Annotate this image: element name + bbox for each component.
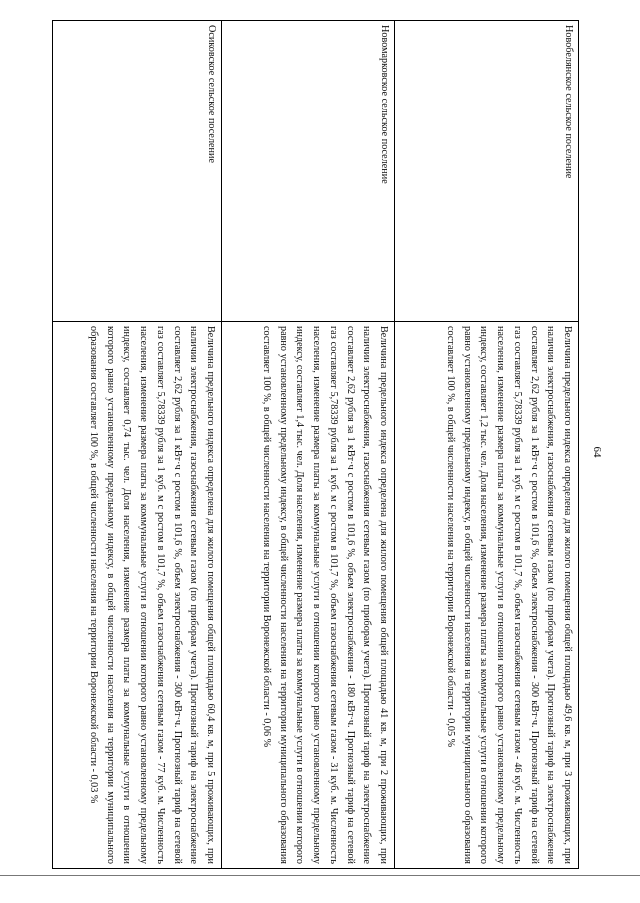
- settlement-name-cell: Новомарковское сельское поселение: [222, 21, 395, 322]
- rotated-table-container: [53, 20, 579, 869]
- settlement-name-cell: Новобелянское сельское поселение: [395, 21, 579, 322]
- table-row: [53, 21, 222, 869]
- table-row: [222, 21, 395, 869]
- index-description-cell: Величина предельного индекса определена для жилого помещения общей площадью 60,4 кв. м, при 5 проживающих, при наличии электроснабжения, газоснабжения сетевым газом (по приборам учета). Прогнозный тариф на электроснабжение составляет 2,62 рубля за 1 кВт·ч с ростом в 101,6 %, объем электроснабжения - 300 кВт·ч. Прогнозный тариф на сетевой газ составляет 5,78339 рубля за 1 куб. м с ростом в 101,7 %, объем газоснабжения сетевым газом - 77 куб. м. Численность населения, изменение размера платы за коммунальные услуги в отношении которого равно установленному предельному индексу, составляет 0,74 тыс. чел. Доля населения, изменение размера платы за коммунальные услуги в отношении которого равно установленному предельному индексу, в общей численности населения на территории муниципального образования составляет 100 %, в общей численности населения на территории Воронежской области - 0,03 %: [53, 322, 222, 869]
- index-description-cell: Величина предельного индекса определена для жилого помещения общей площадью 49,6 кв. м, при 3 проживающих, при наличии электроснабжения, газоснабжения сетевым газом (по приборам учета). Прогнозный тариф на электроснабжение составляет 2,62 рубля за 1 кВт·ч с ростом в 101,6 %, объем электроснабжения - 300 кВт·ч. Прогнозный тариф на сетевой газ составляет 5,78339 рубля за 1 куб. м с ростом в 101,7 %, объем газоснабжения сетевым газом - 46 куб. м. Численность населения, изменение размера платы за коммунальные услуги в отношении которого равно установленному предельному индексу, составляет 1,2 тыс. чел. Доля населения, изменение размера платы за коммунальные услуги в отношении которого равно установленному предельному индексу, в общей численности населения на территории муниципального образования составляет 100 %, в общей численности населения на территории Воронежской области - 0,05 %: [395, 322, 579, 869]
- settlement-name-cell: Осиковское сельское поселение: [53, 21, 222, 322]
- index-description-cell: Величина предельного индекса определена для жилого помещения общей площадью 41 кв. м, при 2 проживающих, при наличии электроснабжения, газоснабжения сетевым газом (по приборам учета). Прогнозный тариф на электроснабжение составляет 2,62 рубля за 1 кВт·ч с ростом в 101,6 %, объем электроснабжения - 180 кВт·ч. Прогнозный тариф на сетевой газ составляет 5,78339 рубля за 1 куб. м с ростом в 101,7 %, объем газоснабжения сетевым газом - 31 куб. м. Численность населения, изменение размера платы за коммунальные услуги в отношении которого равно установленному предельному индексу, составляет 1,4 тыс. чел. Доля населения, изменение размера платы за коммунальные услуги в отношении которого равно установленному предельному индексу, в общей численности населения на территории муниципального образования составляет 100 %, в общей численности населения на территории Воронежской области - 0,06 %: [222, 322, 395, 869]
- settlement-index-table: [52, 20, 579, 869]
- page-bottom-rule: [0, 875, 640, 876]
- page-number: 64: [591, 446, 603, 458]
- table-row: [395, 21, 579, 869]
